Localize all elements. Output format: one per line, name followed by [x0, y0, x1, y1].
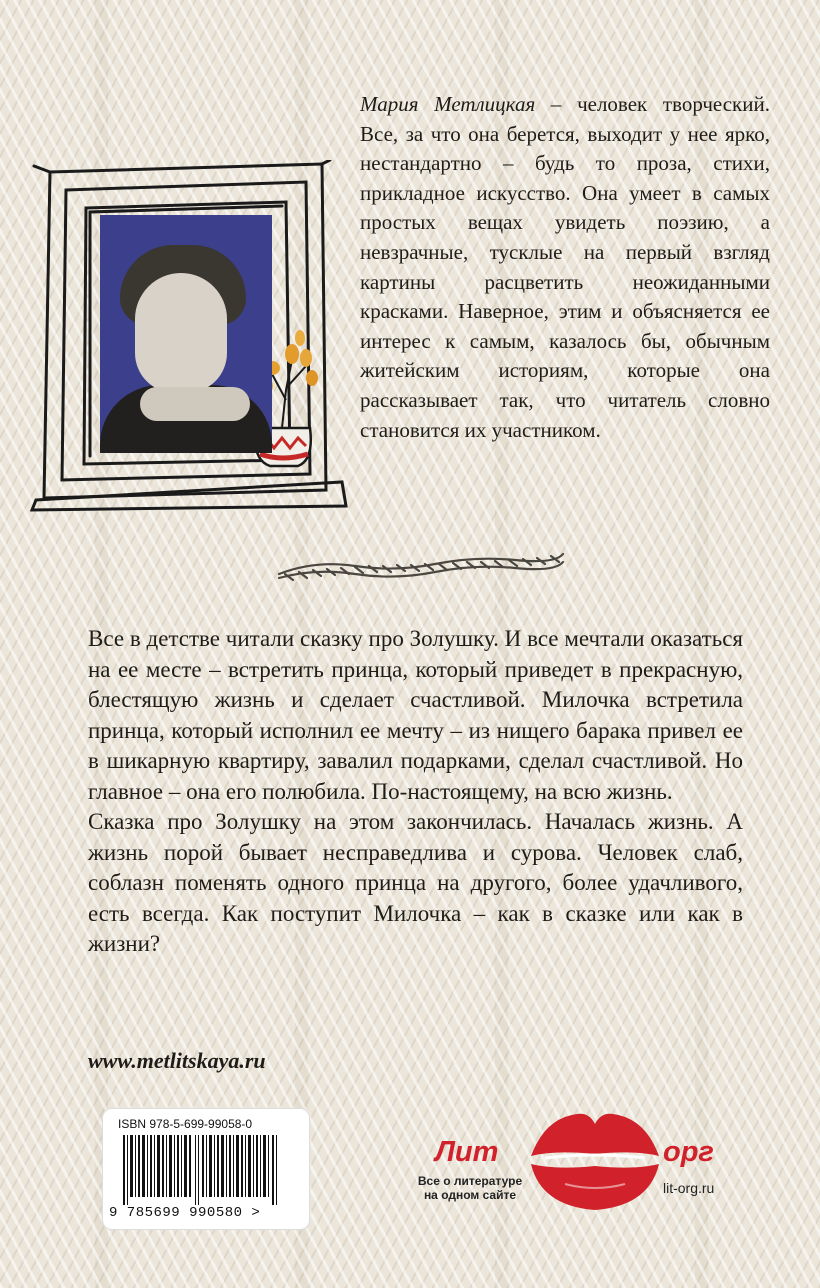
lit-org-logo[interactable] [405, 1100, 745, 1220]
isbn-number: ISBN 978-5-699-99058-0 [118, 1117, 253, 1131]
author-portrait-icon [100, 215, 272, 453]
rope-divider [275, 546, 567, 586]
logo-tagline: Все о литературе на одном сайте [417, 1174, 523, 1202]
lips-icon [525, 1104, 665, 1216]
annotation-paragraph: Все в детстве читали сказку про Золушку. И все мечтали оказаться на ее месте – встретить принца, который приведет в прекрасную, блестящую жизнь и сделает счастливой. Милочка встретила принца, который исполнил ее мечту – из нищего барака привел ее в шикарную квартиру, завалил подарками, сделал счастливой. Но главное – она его полюбила. По-настоящему, на всю жизнь. [88, 626, 743, 804]
barcode-digits: 9 785699 990580 > [109, 1205, 261, 1221]
author-bio-text: – человек творческий. Все, за что она берется, выходит у нее ярко, нестандартно – будь то проза, стихи, прикладное искусство. Она умеет в самых простых вещах увидеть поэзию, а невзрачные, тусклые на первый взгляд картины расцветить неожиданными красками. Наверное, этим и объясняется ее интерес к самым, казалось бы, обычным житейским историям, которые она рассказывает так, что читатель словно становится их участником. [360, 92, 770, 442]
portrait-hands [140, 387, 250, 421]
isbn-barcode [102, 1108, 310, 1230]
barcode-bars-icon [115, 1135, 285, 1205]
book-annotation [88, 624, 743, 960]
annotation-paragraph: Сказка про Золушку на этом закончилась. Началась жизнь. А жизнь порой бывает несправедлива и сурова. Человек слаб, соблазн поменять одного принца на другого, более удачливого, есть всегда. Как поступит Милочка – как в сказке или как в жизни? [88, 809, 743, 956]
portrait-face [135, 273, 227, 393]
author-bio [360, 90, 770, 445]
author-website-link[interactable]: www.metlitskaya.ru [88, 1048, 266, 1073]
portrait-frame [30, 160, 350, 520]
author-name: Мария Метлицкая [360, 92, 536, 116]
logo-org-text: орг [663, 1136, 714, 1168]
logo-lit-text: Лит [435, 1136, 499, 1168]
logo-domain-link[interactable]: lit-org.ru [663, 1180, 715, 1196]
